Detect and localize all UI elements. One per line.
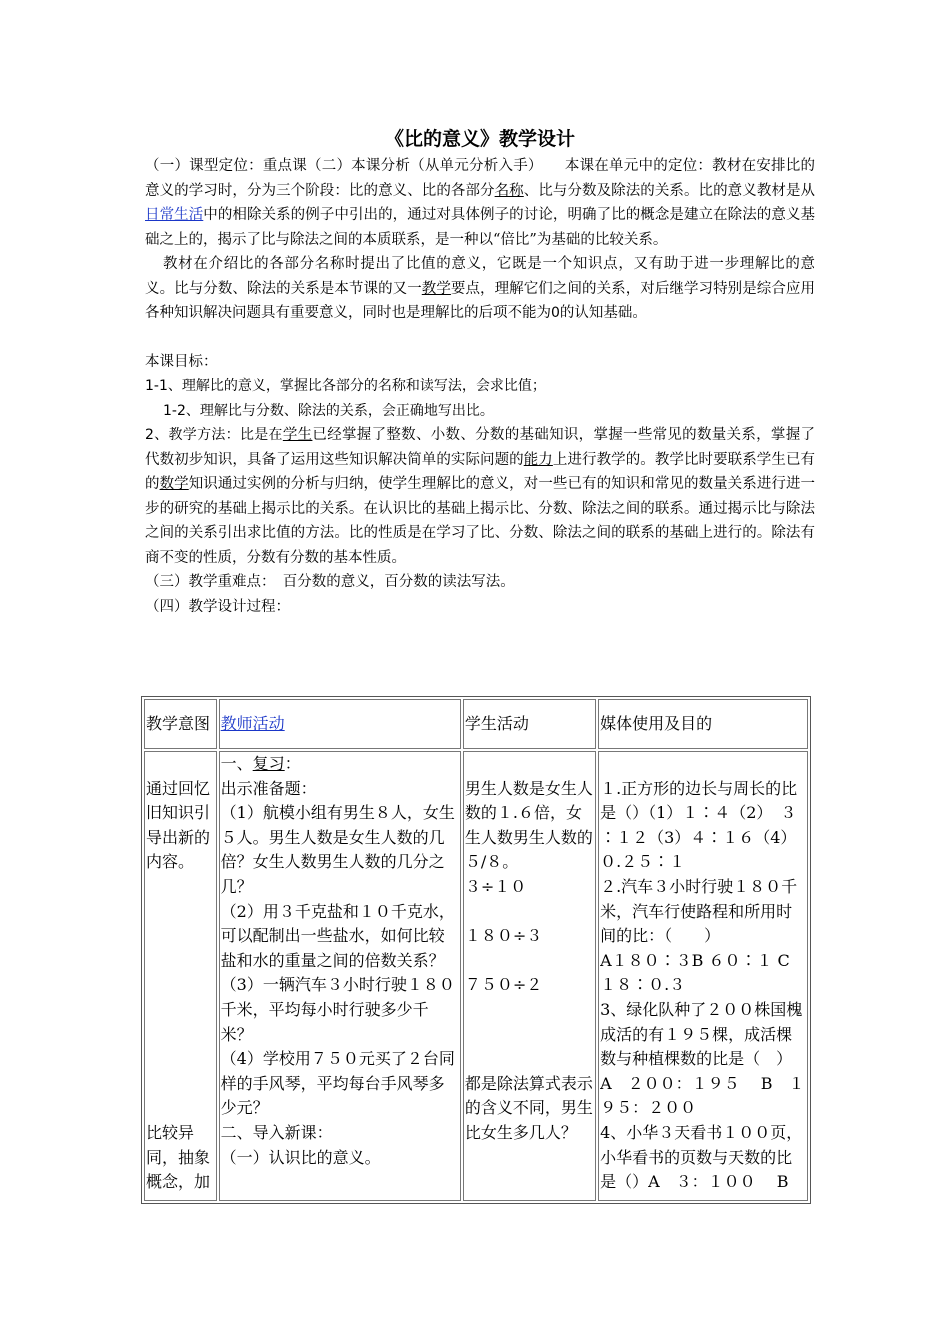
teaching-design-table: [141, 696, 811, 1204]
intent-cell: 通过回忆旧知识引导出新的内容。 比较异同，抽象概念，加: [144, 751, 217, 1201]
text-segment: 2、教学方法：比是在: [145, 427, 283, 443]
goal-item-1: 1-1、理解比的意义，掌握比各部分的名称和读写法，会求比值；: [145, 378, 546, 394]
text-segment: （一）课型定位：重点课（二）本课分析（从单元分析入手） 本课在单元中的定位：教材在安排比的意义的学习时，分为三个阶段：比的意义、比的各部分: [145, 158, 815, 199]
text-segment: 的认知基础。: [559, 305, 647, 321]
text-segment: 知识通过实例的分析与归纳，使学生理解比的意义，对一些已有的知识和常见的数量关系进行进一步的研究的基础上揭示比的关系。在认识比的基础上揭示比、分数、除法之间的联系。通过揭示比与除法之间的关系引出求比值的方法。比的性质是在学习了比、分数、除法之间的联系的基础上进行的。除法有商不变的性质，分数有分数的基本性质。: [145, 476, 816, 566]
text-segment: 中的相除关系的例子中引出的，通过对具体例子的讨论，明确了比的概念是建立在除法的意义基础之上的，揭示了比与除法之间的本质联系，是一种以“倍比”为基础的比较关系。: [145, 207, 816, 248]
header-teacher: [219, 699, 461, 749]
link-teaching[interactable]: 教学: [421, 280, 451, 297]
link-review[interactable]: 复习: [252, 754, 285, 773]
link-name[interactable]: 名称: [494, 182, 524, 199]
text-segment: 教材在介绍比的各部分名称时提出了比值的意义，它既是一个知识点，又有助于进一步理解比的意义。比与分数、除法的关系是本节课的又一: [145, 256, 815, 297]
goals-heading: 本课目标：: [145, 353, 218, 370]
link-student[interactable]: 学生: [282, 427, 313, 443]
link-daily-life[interactable]: 日常生活: [145, 207, 204, 223]
text-segment: 一、: [220, 754, 253, 773]
header-media: 媒体使用及目的: [598, 699, 808, 749]
student-cell: 男生人数是女生人数的１.６倍，女生人数男生人数的５/８。 ３÷１０ １８０÷３ ７５０÷２ 都是除法算式表示的含义不同，男生比女生多几人？: [463, 751, 596, 1201]
link-teacher-activity[interactable]: 教师活动: [220, 714, 285, 733]
text-segment: 上进行教学的。教学比时要联系学生已有的: [145, 451, 816, 492]
document-title: 《比的意义》教学设计: [384, 128, 575, 150]
document-body: [145, 126, 815, 619]
media-cell: １.正方形的边长与周长的比是（）（1）１∶４（2） ３∶１２（3）４∶１６（4） ０.２５∶１ ２.汽车３小时行驶１８０千米，汽车行使路程和所用时间的比：（ ） A１８０∶３B ６０∶１ C １８∶０.３ 3、绿化队种了２００株国槐成活的有１９５棵，成活棵数与种植棵数的比是（ ） A ２００：１９５ B １９５：２００ 4、小华３天看书１００页，小华看书的页数与天数的比是（）A ３：１００ B: [598, 751, 808, 1201]
teacher-activity-text: 出示准备题： （1）航模小组有男生８人，女生５人。男生人数是女生人数的几倍？女生人数男生人数的几分之几？ （2）用３千克盐和１０千克水，可以配制出一些盐水，如何比较盐和水的重量之间的倍数关系？ （3）一辆汽车３小时行驶１８０千米，平均每小时行驶多少千米？ （4）学校用７５０元买了２台同样的手风琴，平均每台手风琴多少元？ 二、导入新课： （一）认识比的意义。: [220, 778, 455, 1167]
text-segment: 0: [551, 305, 560, 321]
text-segment: ：: [284, 754, 301, 773]
teacher-cell: [219, 751, 461, 1201]
link-ability[interactable]: 能力: [523, 451, 553, 468]
header-intent: 教学意图: [144, 699, 217, 749]
key-difficulty: （三）教学重难点： 百分数的意义，百分数的读法写法。: [145, 574, 515, 590]
text-segment: 、比与分数及除法的关系。比的意义教材是从: [523, 182, 816, 199]
paragraph-analysis: [145, 154, 815, 252]
link-math[interactable]: 数学: [159, 476, 189, 492]
process-heading: （四）教学设计过程：: [145, 598, 290, 615]
table-row: [144, 751, 808, 1201]
header-student: 学生活动: [463, 699, 596, 749]
text-segment: 已经掌握了整数、小数、分数的基础知识，掌握一些常见的数量关系，掌握了代数初步知识，具备了运用这些知识解决简单的实际问题的: [145, 427, 816, 468]
table-header-row: [144, 699, 808, 749]
review-line: [221, 752, 459, 777]
paragraph-method: [145, 423, 815, 570]
paragraph-ratio-value: [145, 252, 815, 326]
spacer: [145, 326, 815, 350]
text-segment: 要点，理解它们之间的关系，对后继学习特别是综合应用各种知识解决问题具有重要意义，同时也是理解比的后项不能为: [145, 280, 816, 321]
goal-item-2: 1-2、理解比与分数、除法的关系，会正确地写出比。: [163, 402, 494, 419]
